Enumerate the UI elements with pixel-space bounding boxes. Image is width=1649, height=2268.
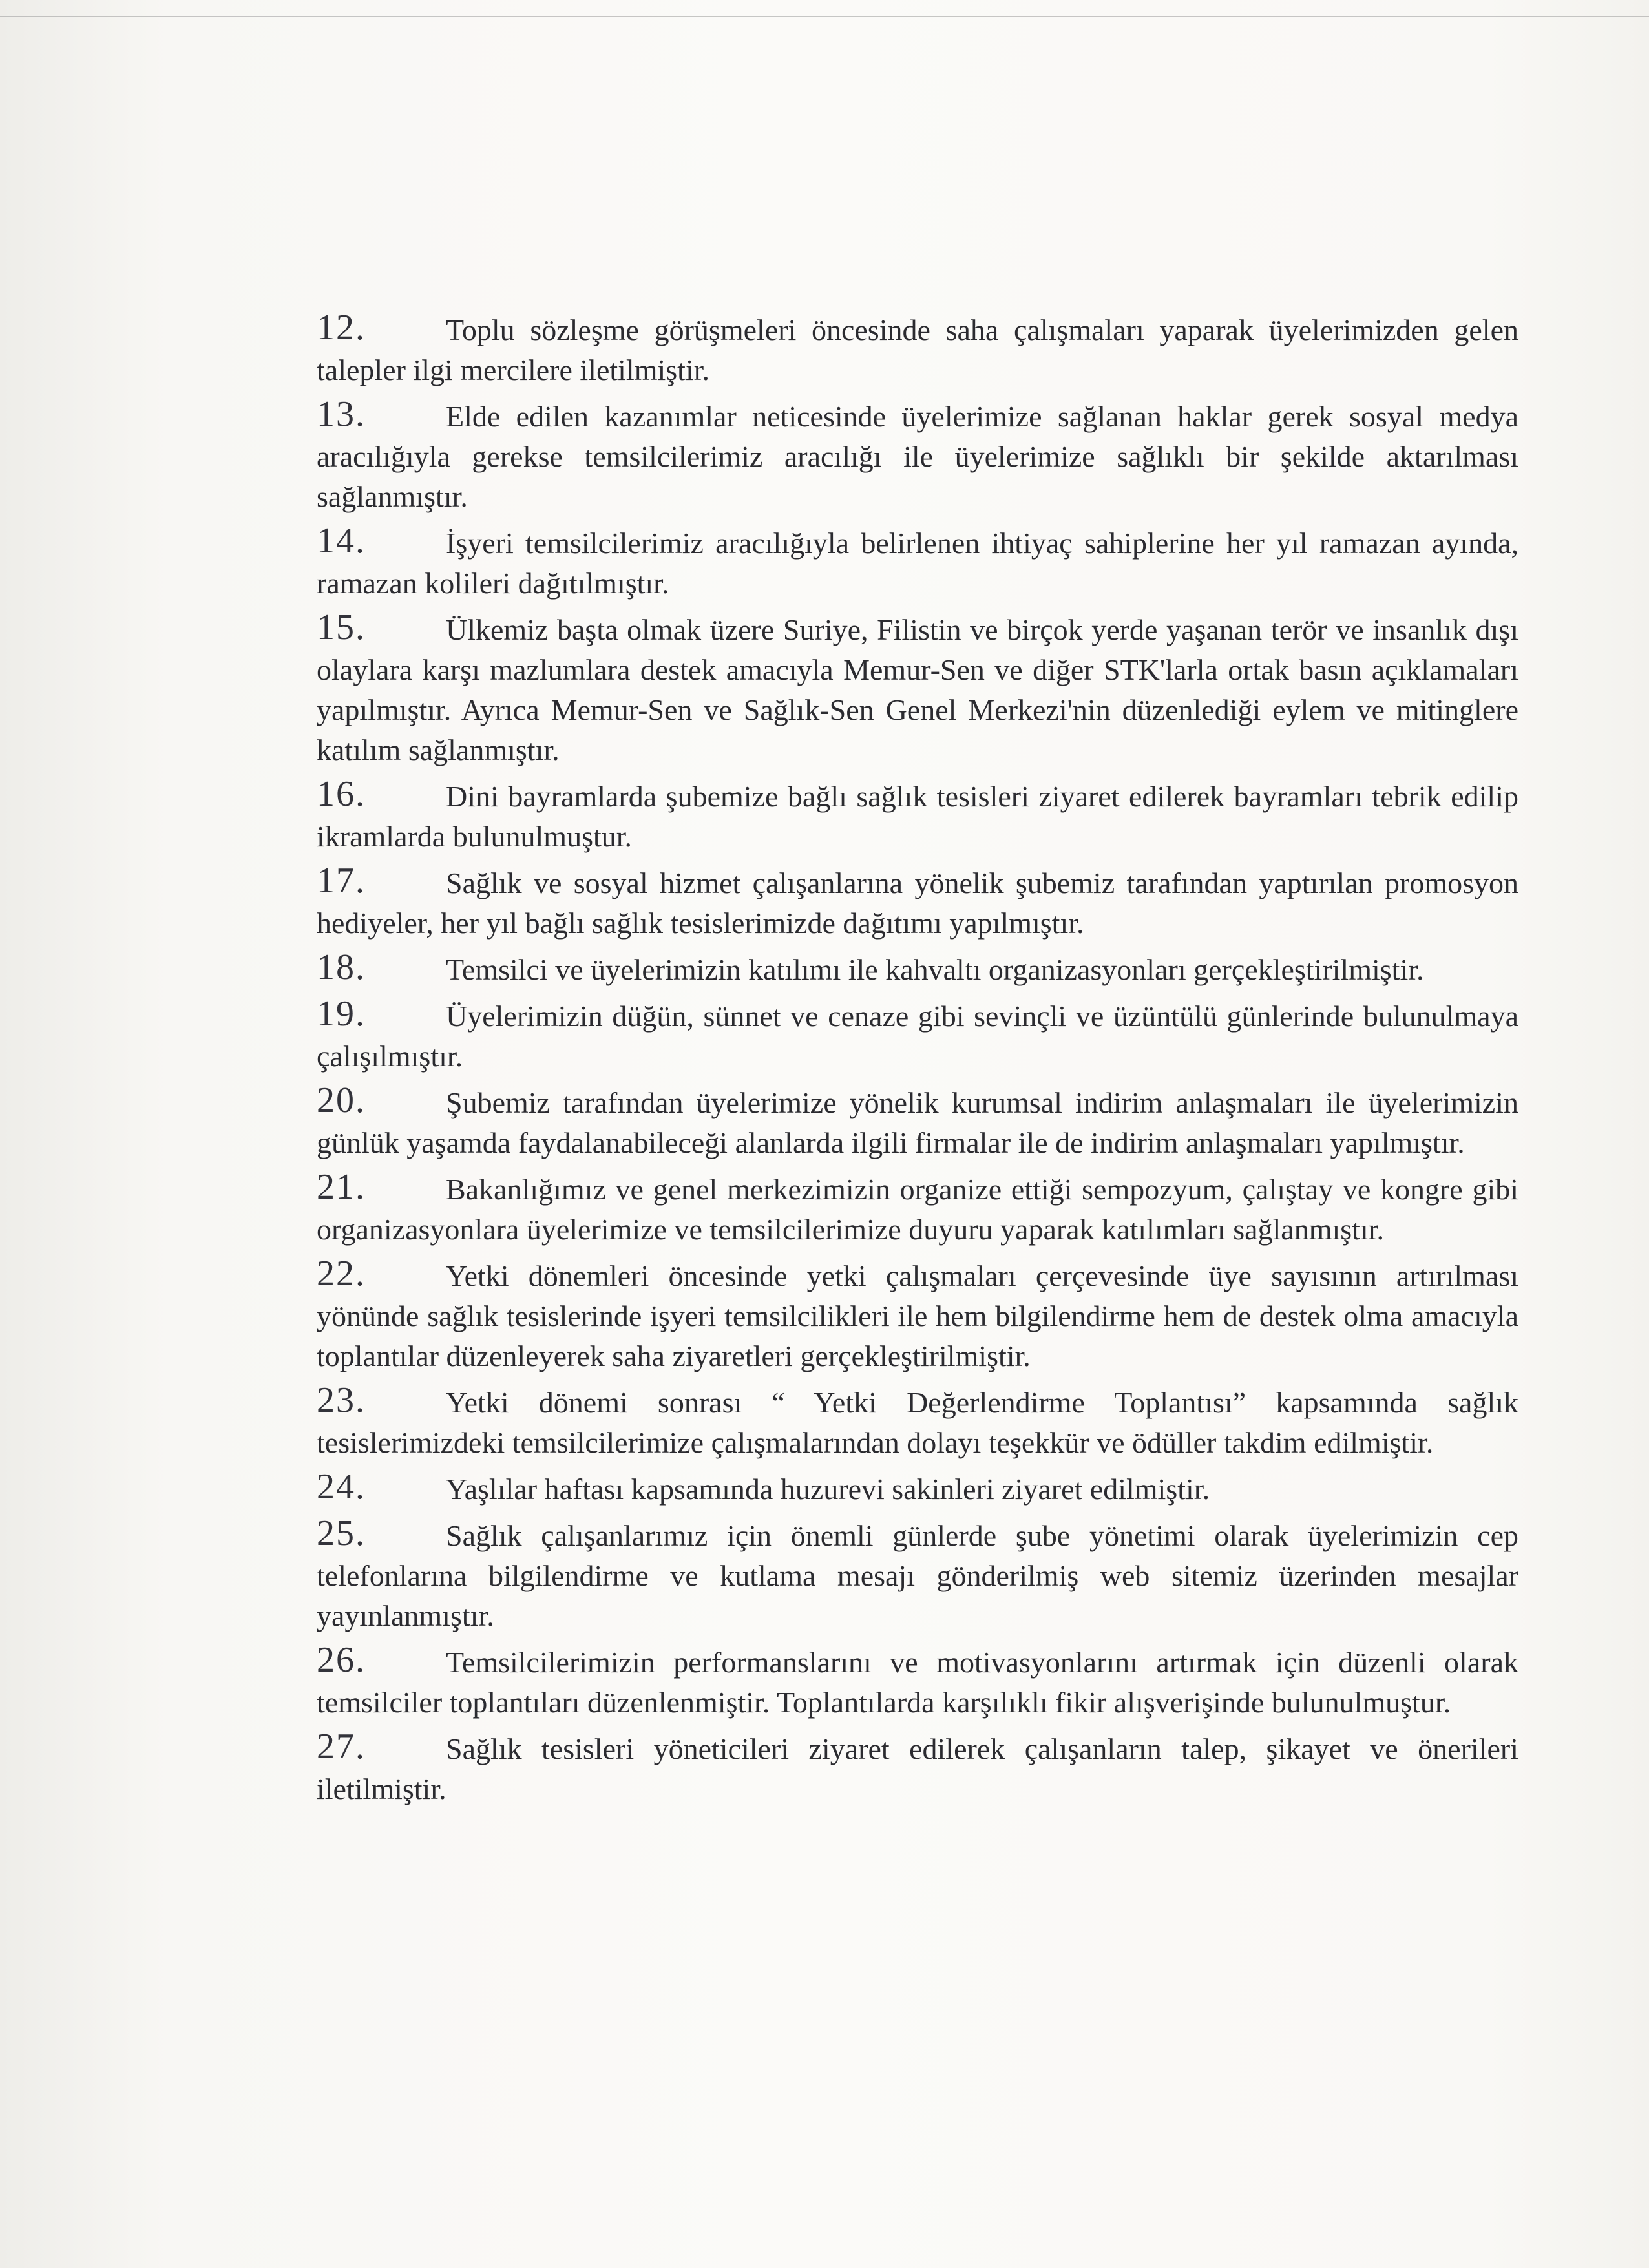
item-text: Toplu sözleşme görüşmeleri öncesinde saha çalışmaları yaparak üyelerimizden gelen talepler ilgi mercilere iletilmiştir. <box>317 313 1518 386</box>
item-text: Temsilcilerimizin performanslarını ve motivasyonlarını artırmak için düzenli olarak temsilciler toplantıları düzenlenmiştir. Toplantılarda karşılıklı fikir alışverişinde bulunulmuştur. <box>317 1646 1518 1719</box>
list-item <box>317 523 1518 604</box>
list-item <box>317 1469 1518 1509</box>
item-text: Sağlık ve sosyal hizmet çalışanlarına yönelik şubemiz tarafından yaptırılan promosyon hediyeler, her yıl bağlı sağlık tesislerimizde dağıtımı yapılmıştır. <box>317 866 1518 940</box>
item-text: Yetki dönemi sonrası “ Yetki Değerlendirme Toplantısı” kapsamında sağlık tesislerimizdeki temsilcilerimize çalışmalarından dolayı teşekkür ve ödüller takdim edilmiştir. <box>317 1386 1518 1459</box>
item-number: 13. <box>317 394 366 434</box>
item-number: 12. <box>317 308 366 348</box>
item-number: 20. <box>317 1080 366 1120</box>
list-item <box>317 310 1518 390</box>
item-number: 16. <box>317 774 366 814</box>
item-text: Yetki dönemleri öncesinde yetki çalışmaları çerçevesinde üye sayısının artırılması yönünde sağlık tesislerinde işyeri temsilcilikleri ile hem bilgilendirme hem de destek olma amacıyla toplantılar düzenleyerek saha ziyaretleri gerçekleştirilmiştir. <box>317 1259 1518 1372</box>
list-item <box>317 996 1518 1076</box>
item-text: Sağlık çalışanlarımız için önemli günlerde şube yönetimi olarak üyelerimizin cep telefonlarına bilgilendirme ve kutlama mesajı gönderilmiş web sitemiz üzerinden mesajlar yayınlanmıştır. <box>317 1519 1518 1632</box>
item-number: 23. <box>317 1380 366 1420</box>
item-text: Elde edilen kazanımlar neticesinde üyelerimize sağlanan haklar gerek sosyal medya aracılığıyla gerekse temsilcilerimiz aracılığı ile üyelerimize sağlıklı bir şekilde aktarılması sağlanmıştır. <box>317 400 1518 513</box>
list-item <box>317 863 1518 943</box>
list-item <box>317 947 1518 990</box>
item-number: 17. <box>317 861 366 901</box>
list-item <box>317 1080 1518 1163</box>
list-item <box>317 607 1518 770</box>
list-item <box>317 1729 1518 1809</box>
list-item <box>317 394 1518 517</box>
list-item <box>317 1380 1518 1463</box>
item-number: 14. <box>317 521 366 561</box>
activity-list <box>317 310 1518 1816</box>
item-text: İşyeri temsilcilerimiz aracılığıyla belirlenen ihtiyaç sahiplerine her yıl ramazan ayında, ramazan kolileri dağıtılmıştır. <box>317 527 1518 600</box>
item-number: 21. <box>317 1167 366 1207</box>
item-text: Dini bayramlarda şubemize bağlı sağlık tesisleri ziyaret edilerek bayramları tebrik edilip ikramlarda bulunulmuştur. <box>317 780 1518 853</box>
item-text: Şubemiz tarafından üyelerimize yönelik kurumsal indirim anlaşmaları ile üyelerimizin günlük yaşamda faydalanabileceği alanlarda ilgili firmalar ile de indirim anlaşmaları yapılmıştır. <box>317 1086 1518 1159</box>
item-number: 19. <box>317 994 366 1034</box>
list-item <box>317 774 1518 857</box>
list-item <box>317 1256 1518 1376</box>
item-text: Temsilci ve üyelerimizin katılımı ile kahvaltı organizasyonları gerçekleştirilmiştir. <box>446 953 1424 986</box>
item-number: 22. <box>317 1254 366 1294</box>
item-number: 24. <box>317 1467 366 1507</box>
item-text: Üyelerimizin düğün, sünnet ve cenaze gibi sevinçli ve üzüntülü günlerinde bulunulmaya çalışılmıştır. <box>317 1000 1518 1073</box>
item-text: Sağlık tesisleri yöneticileri ziyaret edilerek çalışanların talep, şikayet ve önerileri iletilmiştir. <box>317 1732 1518 1805</box>
item-number: 26. <box>317 1640 366 1680</box>
list-item <box>317 1640 1518 1723</box>
item-number: 25. <box>317 1513 366 1553</box>
list-item <box>317 1167 1518 1250</box>
item-number: 27. <box>317 1727 366 1767</box>
item-number: 15. <box>317 607 366 647</box>
item-text: Yaşlılar haftası kapsamında huzurevi sakinleri ziyaret edilmiştir. <box>446 1473 1210 1506</box>
item-text: Bakanlığımız ve genel merkezimizin organize ettiği sempozyum, çalıştay ve kongre gibi organizasyonlara üyelerimize ve temsilcilerimize duyuru yaparak katılımları sağlanmıştır. <box>317 1173 1518 1246</box>
scan-edge-line <box>0 16 1649 17</box>
item-text: Ülkemiz başta olmak üzere Suriye, Filistin ve birçok yerde yaşanan terör ve insanlık dışı olaylara karşı mazlumlara destek amacıyla Memur-Sen ve diğer STK'larla ortak basın açıklamaları yapılmıştır. Ayrıca Memur-Sen ve Sağlık-Sen Genel Merkezi'nin düzenlediği eylem ve mitinglere katılım sağlanmıştır. <box>317 613 1518 766</box>
list-item <box>317 1513 1518 1636</box>
item-number: 18. <box>317 947 366 987</box>
